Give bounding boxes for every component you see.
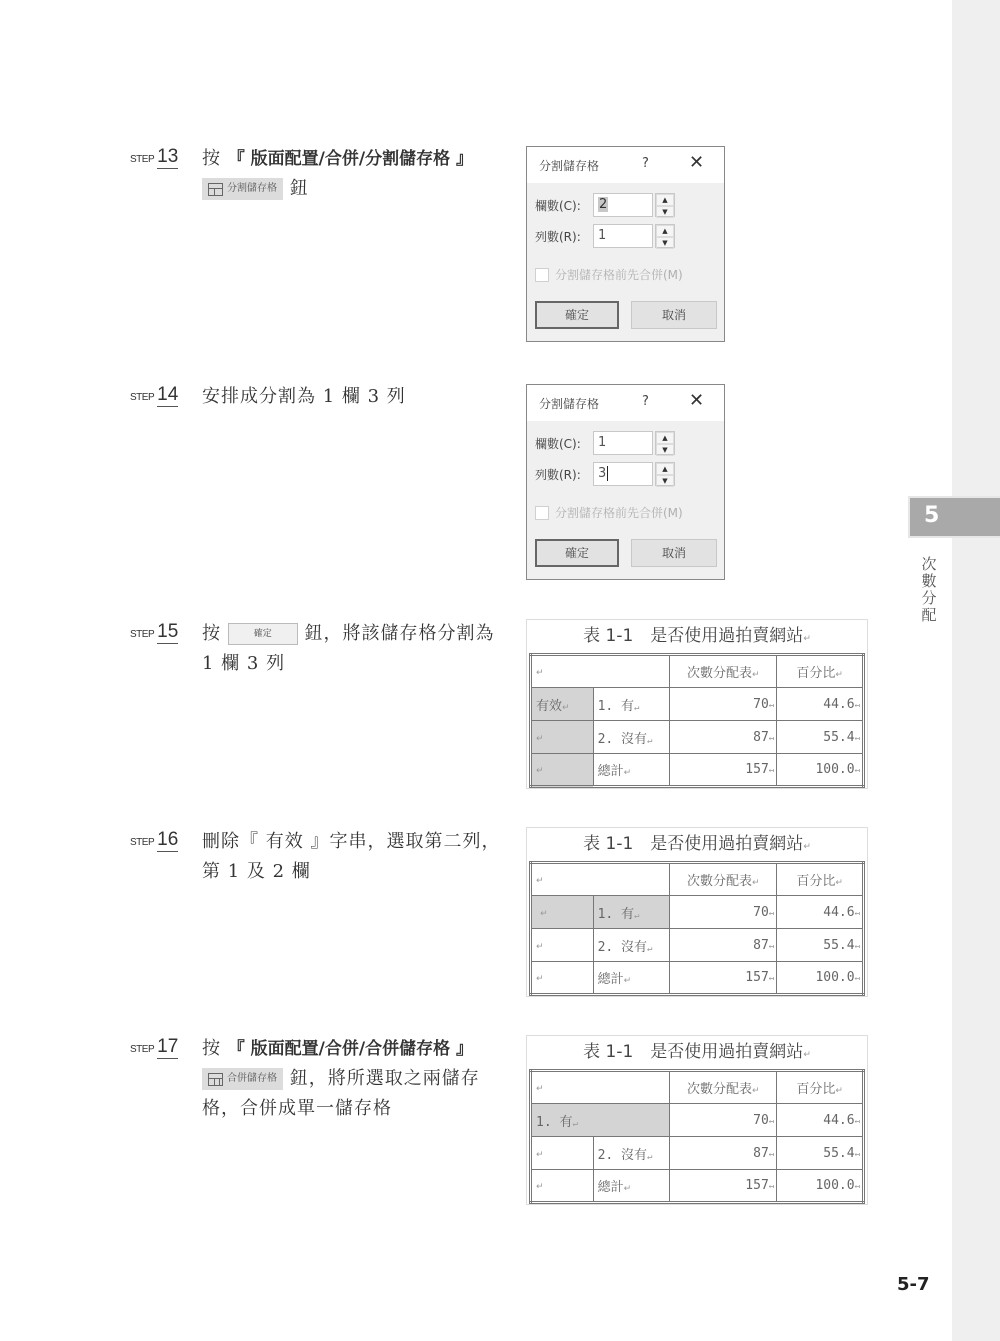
spin-up-icon[interactable]: ▲: [656, 432, 674, 444]
table-row: [531, 754, 864, 787]
dialog-title: 分割儲存格: [539, 159, 600, 173]
table-cell: 總計↵: [593, 1170, 670, 1203]
step-number: 17: [157, 1036, 179, 1057]
merge-before-split-checkbox[interactable]: 分割儲存格前先合併(M): [535, 266, 683, 283]
rows-row: [535, 462, 675, 486]
table-cell: ↵: [531, 929, 594, 962]
ok-button-image: 確定: [228, 623, 298, 645]
rows-spinner[interactable]: [655, 462, 675, 486]
step-number: 14: [157, 384, 179, 405]
columns-input[interactable]: 2: [593, 193, 653, 217]
table-cell-selected[interactable]: 有效↵: [531, 688, 594, 721]
dialog-titlebar: [527, 147, 724, 183]
spin-down-icon[interactable]: ▼: [656, 444, 674, 456]
merge-before-split-checkbox[interactable]: 分割儲存格前先合併(M): [535, 504, 683, 521]
table-cell: 100.0↤: [777, 754, 864, 787]
table-cell: 87↤: [670, 929, 777, 962]
table-cell: 1. 有↵: [593, 688, 670, 721]
table-row: [531, 1170, 864, 1203]
table-header-row: [531, 1071, 864, 1104]
merge-cells-icon: [208, 1073, 223, 1086]
table-cell: 2. 沒有↵: [593, 1137, 670, 1170]
columns-row: [535, 193, 675, 217]
step-instruction: 安排成分割為 1 欄 3 列: [202, 386, 406, 407]
rows-label: 列數(R):: [535, 229, 581, 244]
table-header-row: [531, 655, 864, 688]
step-label: STEP 15: [130, 621, 179, 642]
close-icon[interactable]: ✕: [689, 152, 705, 173]
step-label: STEP 14: [130, 384, 179, 405]
table-row: [531, 962, 864, 995]
rows-input[interactable]: 1: [593, 224, 653, 248]
frequency-table: [529, 1069, 865, 1204]
table-cell: 2. 沒有↵: [593, 721, 670, 754]
table-cell: 55.4↤: [777, 929, 864, 962]
chapter-number: 5: [924, 503, 940, 528]
table-cell: 157↤: [670, 754, 777, 787]
table-cell: ↵: [531, 962, 594, 995]
step-label: STEP 17: [130, 1036, 179, 1057]
dialog-titlebar: [527, 385, 724, 421]
table-caption: 表 1-1 是否使用過拍賣網站↵: [583, 626, 811, 646]
table-cell: 2. 沒有↵: [593, 929, 670, 962]
table-cell: 44.6↤: [777, 896, 864, 929]
step-instruction: 按 『 版面配置/合併/分割儲存格 』 分割儲存格 鈕: [202, 148, 473, 199]
spin-down-icon[interactable]: ▼: [656, 206, 674, 218]
table-row: [531, 688, 864, 721]
table-cell: 100.0↤: [777, 1170, 864, 1203]
table-row: [531, 896, 864, 929]
table-cell-selected[interactable]: ↵: [531, 896, 594, 929]
table-header-cell: 百分比↵: [777, 1071, 864, 1104]
menu-path: 『 版面配置/合併/分割儲存格 』: [227, 149, 473, 169]
table-cell-selected[interactable]: 1. 有↵: [593, 896, 670, 929]
checkbox-box[interactable]: [535, 506, 549, 520]
spin-up-icon[interactable]: ▲: [656, 225, 674, 237]
rows-input[interactable]: 3: [593, 462, 653, 486]
frequency-table: [529, 653, 865, 788]
columns-label: 欄數(C):: [535, 436, 581, 451]
step-instruction: 按 確定 鈕，將該儲存格分割為 1 欄 3 列: [202, 623, 495, 674]
table-cell: 87↤: [670, 721, 777, 754]
columns-spinner[interactable]: [655, 193, 675, 217]
table-cell: 70↤: [670, 896, 777, 929]
columns-row: [535, 431, 675, 455]
ok-button[interactable]: 確定: [535, 301, 619, 329]
spin-down-icon[interactable]: ▼: [656, 237, 674, 249]
table-header-row: [531, 863, 864, 896]
text-caret: [607, 466, 608, 481]
table-screenshot: [526, 1035, 868, 1205]
rows-spinner[interactable]: [655, 224, 675, 248]
split-cells-dialog: [526, 146, 725, 342]
step-number: 15: [157, 621, 179, 642]
table-cell: ↵: [531, 863, 670, 896]
table-cell: ↵: [531, 655, 670, 688]
table-caption: 表 1-1 是否使用過拍賣網站↵: [583, 1042, 811, 1062]
table-row: [531, 929, 864, 962]
help-button[interactable]: ?: [642, 156, 649, 171]
columns-spinner[interactable]: [655, 431, 675, 455]
table-cell: 44.6↤: [777, 1104, 864, 1137]
checkbox-box[interactable]: [535, 268, 549, 282]
table-row: [531, 721, 864, 754]
step-number: 16: [157, 829, 179, 850]
table-header-cell: 百分比↵: [777, 655, 864, 688]
cancel-button[interactable]: 取消: [631, 301, 717, 329]
table-cell: ↵: [531, 1071, 670, 1104]
table-cell: 55.4↤: [777, 1137, 864, 1170]
step-instruction: 按 『 版面配置/合併/合併儲存格 』 合併儲存格 鈕，將所選取之兩儲存格，合併成單一儲存格: [202, 1038, 480, 1119]
spin-up-icon[interactable]: ▲: [656, 463, 674, 475]
dialog-title: 分割儲存格: [539, 397, 600, 411]
table-header-cell: 次數分配表↵: [670, 1071, 777, 1104]
merged-cell-selected[interactable]: 1. 有↵: [531, 1104, 670, 1137]
ok-button[interactable]: 確定: [535, 539, 619, 567]
table-header-cell: 次數分配表↵: [670, 655, 777, 688]
table-cell: 100.0↤: [777, 962, 864, 995]
cancel-button[interactable]: 取消: [631, 539, 717, 567]
chapter-tab: [908, 496, 1000, 538]
spin-up-icon[interactable]: ▲: [656, 194, 674, 206]
table-caption: 表 1-1 是否使用過拍賣網站↵: [583, 834, 811, 854]
table-header-cell: 次數分配表↵: [670, 863, 777, 896]
table-row: [531, 1104, 864, 1137]
split-cells-dialog: [526, 384, 725, 580]
table-cell: 44.6↤: [777, 688, 864, 721]
table-cell-selected[interactable]: ↵: [531, 721, 594, 754]
page-number: 5-7: [897, 1274, 930, 1295]
step-label: STEP 13: [130, 146, 179, 167]
table-cell: 70↤: [670, 1104, 777, 1137]
table-header-cell: 百分比↵: [777, 863, 864, 896]
step-number: 13: [157, 146, 179, 167]
columns-input[interactable]: 1: [593, 431, 653, 455]
table-screenshot: [526, 827, 868, 997]
split-cells-button: 分割儲存格: [202, 178, 283, 200]
merge-cells-button: 合併儲存格: [202, 1068, 283, 1090]
menu-path: 『 版面配置/合併/合併儲存格 』: [227, 1039, 473, 1059]
table-cell: 70↤: [670, 688, 777, 721]
table-cell: 157↤: [670, 1170, 777, 1203]
table-cell: ↵: [531, 1170, 594, 1203]
table-screenshot: [526, 619, 868, 789]
table-cell: 87↤: [670, 1137, 777, 1170]
step-instruction: 刪除『 有效 』字串，選取第二列，第 1 及 2 欄: [202, 831, 501, 882]
rows-label: 列數(R):: [535, 467, 581, 482]
table-cell-selected[interactable]: ↵: [531, 754, 594, 787]
rows-row: [535, 224, 675, 248]
table-cell: 總計↵: [593, 962, 670, 995]
step-label: STEP 16: [130, 829, 179, 850]
frequency-table: [529, 861, 865, 996]
table-cell: ↵: [531, 1137, 594, 1170]
table-row: [531, 1137, 864, 1170]
table-cell: 總計↵: [593, 754, 670, 787]
spin-down-icon[interactable]: ▼: [656, 475, 674, 487]
chapter-title: 次 數 分 配: [921, 555, 937, 624]
split-cells-icon: [208, 183, 223, 196]
table-cell: 157↤: [670, 962, 777, 995]
page-margin-strip: [952, 0, 1000, 1341]
table-cell: 55.4↤: [777, 721, 864, 754]
close-icon[interactable]: ✕: [689, 390, 705, 411]
help-button[interactable]: ?: [642, 394, 649, 409]
columns-label: 欄數(C):: [535, 198, 581, 213]
